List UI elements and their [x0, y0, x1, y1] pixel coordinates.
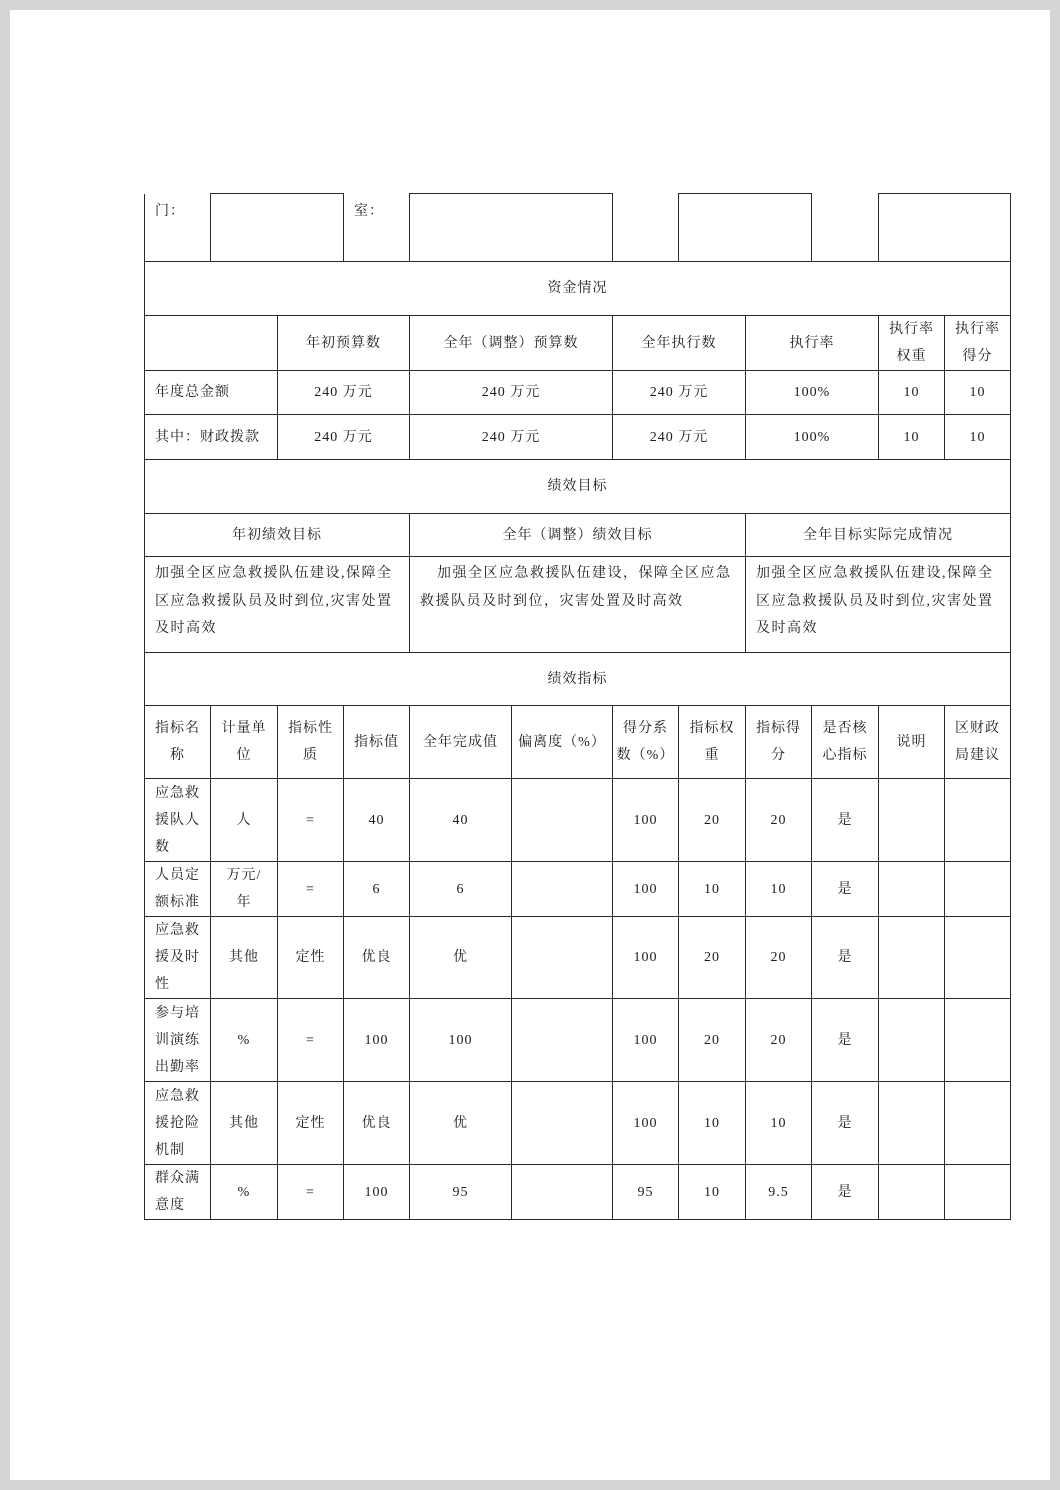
header-indicator-name-line: 指标名	[155, 721, 200, 736]
goal-text-line: 救援队员及时到位，灾害处置及时高效	[420, 593, 684, 609]
weight-cell: 20	[679, 917, 746, 999]
unit-cell: 人	[211, 779, 278, 862]
funding-section-title: 资金情况	[145, 262, 1011, 316]
note-cell	[879, 917, 945, 999]
indicator-name-cell	[145, 1082, 211, 1165]
adjusted-budget-cell: 240 万元	[410, 371, 613, 415]
department-row	[145, 194, 1011, 262]
header-target-value-line: 指标值	[354, 734, 399, 750]
header-line: 执行率	[955, 322, 1000, 337]
score-coefficient-cell: 100	[613, 999, 679, 1082]
header-adjusted-goal: 全年（调整）绩效目标	[410, 514, 746, 557]
actual-value-cell: 优	[410, 1082, 512, 1165]
note-cell	[879, 779, 945, 862]
indicator-name-cell-line: 机制	[155, 1142, 185, 1158]
target-value-cell: 40	[344, 779, 410, 862]
initial-budget-cell: 240 万元	[278, 415, 410, 460]
adjusted-budget-cell: 240 万元	[410, 415, 613, 460]
weight-cell: 20	[679, 999, 746, 1082]
target-value-cell: 优良	[344, 917, 410, 999]
header-target-value	[344, 706, 410, 779]
executed-cell: 240 万元	[613, 415, 746, 460]
deviation-cell	[512, 779, 613, 862]
indicator-name-cell-line: 应急救	[155, 785, 200, 801]
indicator-name-cell-line: 意度	[155, 1198, 185, 1213]
execution-rate-cell: 100%	[746, 415, 879, 460]
deviation-cell	[512, 1165, 613, 1220]
header-finance-suggestion-line: 局建议	[955, 748, 1000, 763]
header-finance-suggestion	[945, 706, 1011, 779]
weight-cell: 10	[679, 862, 746, 917]
header-indicator-name-line: 称	[170, 748, 185, 763]
indicator-name-cell-line: 数	[155, 839, 170, 855]
deviation-cell	[512, 999, 613, 1082]
indicators-title-row	[145, 653, 1011, 706]
header-line: 执行率	[889, 322, 934, 337]
department-value-box	[211, 194, 344, 262]
unit-cell-line: 年	[236, 895, 252, 910]
core-indicator-cell: 是	[812, 1165, 879, 1220]
header-indicator-score-line: 分	[771, 748, 786, 763]
value-box	[679, 194, 812, 262]
goal-text-line: 加强全区应急救援队伍建设,保障全	[155, 566, 393, 581]
core-indicator-cell: 是	[812, 779, 879, 862]
target-value-cell: 100	[344, 999, 410, 1082]
core-indicator-cell: 是	[812, 999, 879, 1082]
indicator-name-cell-line: 援及时	[155, 950, 200, 965]
deviation-cell	[512, 1082, 613, 1165]
header-score-coefficient	[613, 706, 679, 779]
header-initial-goal: 年初绩效目标	[145, 514, 410, 557]
header-indicator-name	[145, 706, 211, 779]
indicator-row	[145, 917, 1011, 999]
unit-cell-line: 万元/	[226, 868, 262, 883]
header-finance-suggestion-line: 区财政	[955, 721, 1000, 736]
deviation-cell	[512, 862, 613, 917]
nature-cell: 定性	[278, 1082, 344, 1165]
funding-row-label: 年度总金额	[145, 371, 278, 415]
initial-budget-cell: 240 万元	[278, 371, 410, 415]
executed-cell: 240 万元	[613, 371, 746, 415]
actual-value-cell: 95	[410, 1165, 512, 1220]
indicator-name-cell-line: 应急救	[155, 923, 200, 938]
goals-header-row	[145, 514, 1011, 557]
score-coefficient-cell: 100	[613, 862, 679, 917]
finance-suggestion-cell	[945, 779, 1011, 862]
header-indicator-score	[746, 706, 812, 779]
indicator-row	[145, 1165, 1011, 1220]
indicators-section-title: 绩效指标	[145, 653, 1011, 706]
core-indicator-cell: 是	[812, 862, 879, 917]
indicator-name-cell-line: 人员定	[155, 868, 200, 883]
funding-row	[145, 371, 1011, 415]
core-indicator-cell: 是	[812, 917, 879, 999]
goals-section-title: 绩效目标	[145, 460, 1011, 514]
header-adjusted-budget: 全年（调整）预算数	[410, 316, 613, 371]
indicator-name-cell-line: 援抢险	[155, 1115, 200, 1131]
funding-header-blank	[145, 316, 278, 371]
goal-text-line: 加强全区应急救援队伍建设，保障全区应急	[437, 566, 732, 581]
finance-suggestion-cell	[945, 999, 1011, 1082]
goal-text-line: 及时高效	[756, 621, 818, 636]
finance-suggestion-cell	[945, 862, 1011, 917]
weight-cell: 10	[679, 1165, 746, 1220]
indicator-name-cell-line: 群众满	[155, 1171, 200, 1186]
indicator-name-cell-line: 额标准	[155, 895, 200, 910]
adjusted-goal-text	[410, 557, 746, 653]
rate-weight-cell: 10	[879, 371, 945, 415]
header-unit-line: 位	[236, 748, 252, 763]
indicator-score-cell: 20	[746, 917, 812, 999]
header-core-indicator	[812, 706, 879, 779]
header-executed: 全年执行数	[613, 316, 746, 371]
nature-cell: =	[278, 1165, 344, 1220]
unit-cell: %	[211, 1165, 278, 1220]
header-core-indicator-line: 是否核	[822, 721, 868, 736]
unit-cell: 其他	[211, 917, 278, 999]
value-box	[879, 194, 1011, 262]
indicator-name-cell	[145, 999, 211, 1082]
indicator-name-cell-line: 出勤率	[155, 1059, 200, 1075]
indicator-score-cell: 9.5	[746, 1165, 812, 1220]
goal-text-line: 区应急救援队员及时到位,灾害处置	[155, 593, 393, 609]
header-deviation	[512, 706, 613, 779]
rate-weight-cell: 10	[879, 415, 945, 460]
header-indicator-score-line: 指标得	[756, 721, 801, 736]
indicator-header-row	[145, 706, 1011, 779]
nature-cell: 定性	[278, 917, 344, 999]
indicator-row	[145, 999, 1011, 1082]
indicator-score-cell: 20	[746, 779, 812, 862]
indicator-score-cell: 20	[746, 999, 812, 1082]
goal-text-line: 加强全区应急救援队伍建设,保障全	[756, 566, 994, 581]
indicator-name-cell	[145, 862, 211, 917]
note-cell	[879, 1082, 945, 1165]
header-unit-line: 计量单	[221, 721, 267, 736]
nature-cell: =	[278, 779, 344, 862]
header-note	[879, 706, 945, 779]
score-coefficient-cell: 100	[613, 1082, 679, 1165]
header-execution-rate: 执行率	[746, 316, 879, 371]
indicator-name-cell-line: 训演练	[155, 1032, 200, 1048]
actual-value-cell: 40	[410, 779, 512, 862]
performance-table	[144, 193, 1011, 1220]
actual-value-cell: 6	[410, 862, 512, 917]
header-rate-weight	[879, 316, 945, 371]
office-label: 室：	[344, 194, 410, 262]
finance-suggestion-cell	[945, 917, 1011, 999]
header-nature-line: 质	[303, 748, 318, 763]
unit-cell: %	[211, 999, 278, 1082]
indicator-name-cell	[145, 917, 211, 999]
indicator-name-cell	[145, 1165, 211, 1220]
indicator-name-cell-line: 援队人	[155, 812, 200, 828]
header-actual-value	[410, 706, 512, 779]
header-score-coefficient-line: 得分系	[623, 721, 668, 736]
blank-cell	[613, 194, 679, 262]
header-rate-score	[945, 316, 1011, 371]
header-initial-budget: 年初预算数	[278, 316, 410, 371]
header-weight-line: 重	[704, 748, 720, 763]
weight-cell: 20	[679, 779, 746, 862]
header-weight	[679, 706, 746, 779]
actual-value-cell: 优	[410, 917, 512, 999]
header-nature	[278, 706, 344, 779]
unit-cell: 其他	[211, 1082, 278, 1165]
document-page	[10, 10, 1050, 1480]
indicator-score-cell: 10	[746, 862, 812, 917]
indicator-name-cell-line: 性	[155, 977, 170, 992]
goals-content-row	[145, 557, 1011, 653]
header-actual-completion: 全年目标实际完成情况	[746, 514, 1011, 557]
note-cell	[879, 862, 945, 917]
header-core-indicator-line: 心指标	[822, 748, 868, 763]
nature-cell: =	[278, 862, 344, 917]
header-weight-line: 指标权	[689, 721, 735, 736]
score-coefficient-cell: 95	[613, 1165, 679, 1220]
execution-rate-cell: 100%	[746, 371, 879, 415]
target-value-cell: 6	[344, 862, 410, 917]
goals-title-row	[145, 460, 1011, 514]
initial-goal-text	[145, 557, 410, 653]
deviation-cell	[512, 917, 613, 999]
header-note-line: 说明	[896, 734, 927, 750]
weight-cell: 10	[679, 1082, 746, 1165]
finance-suggestion-cell	[945, 1082, 1011, 1165]
target-value-cell: 100	[344, 1165, 410, 1220]
funding-row	[145, 415, 1011, 460]
actual-value-cell: 100	[410, 999, 512, 1082]
note-cell	[879, 1165, 945, 1220]
header-line: 权重	[896, 349, 927, 364]
note-cell	[879, 999, 945, 1082]
header-deviation-line: 偏离度（%）	[518, 734, 606, 750]
indicator-name-cell-line: 参与培	[155, 1005, 200, 1021]
indicator-name-cell	[145, 779, 211, 862]
score-coefficient-cell: 100	[613, 917, 679, 999]
header-nature-line: 指标性	[288, 721, 333, 736]
office-value-box	[410, 194, 613, 262]
header-unit	[211, 706, 278, 779]
header-actual-value-line: 全年完成值	[423, 734, 498, 750]
indicator-score-cell: 10	[746, 1082, 812, 1165]
indicator-name-cell-line: 应急救	[155, 1088, 200, 1104]
rate-score-cell: 10	[945, 371, 1011, 415]
target-value-cell: 优良	[344, 1082, 410, 1165]
funding-title-row	[145, 262, 1011, 316]
header-line: 得分	[962, 349, 993, 364]
blank-cell	[812, 194, 879, 262]
score-coefficient-cell: 100	[613, 779, 679, 862]
rate-score-cell: 10	[945, 415, 1011, 460]
goal-text-line: 及时高效	[155, 621, 217, 636]
department-label: 门：	[145, 194, 211, 262]
nature-cell: =	[278, 999, 344, 1082]
indicator-row	[145, 862, 1011, 917]
finance-suggestion-cell	[945, 1165, 1011, 1220]
indicator-row	[145, 779, 1011, 862]
indicator-row	[145, 1082, 1011, 1165]
core-indicator-cell: 是	[812, 1082, 879, 1165]
unit-cell	[211, 862, 278, 917]
funding-header-row	[145, 316, 1011, 371]
header-score-coefficient-line: 数（%）	[616, 748, 675, 763]
goal-text-line: 区应急救援队员及时到位,灾害处置	[756, 593, 994, 609]
actual-completion-text	[746, 557, 1011, 653]
funding-row-label: 其中：财政拨款	[145, 415, 278, 460]
